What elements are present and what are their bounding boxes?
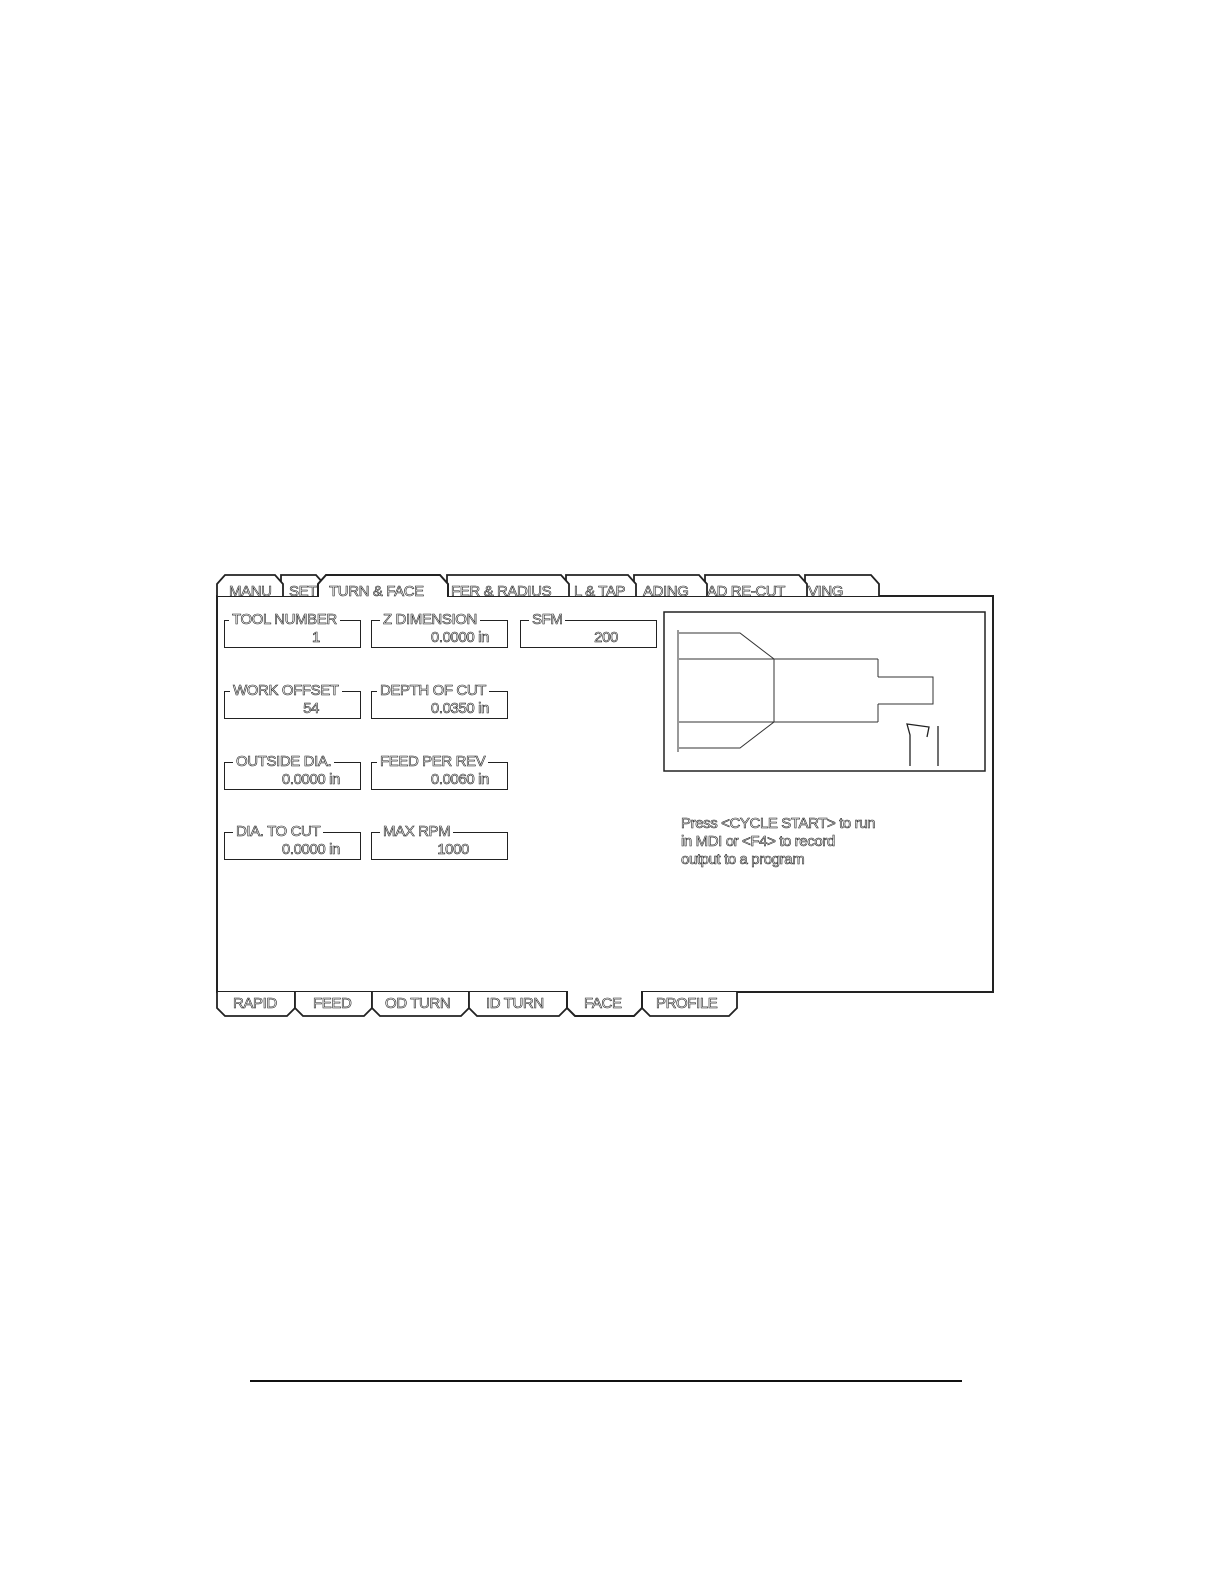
tab-profile[interactable]: PROFILE <box>656 995 718 1012</box>
tab-id-turn[interactable]: ID TURN <box>486 995 544 1012</box>
main-panel-frame <box>217 596 993 992</box>
tool-number-label: TOOL NUMBER <box>229 612 340 628</box>
max-rpm-value: 1000 <box>437 841 469 858</box>
tab-thread-recut[interactable]: AD RE-CUT <box>707 583 786 600</box>
feed-per-rev-label: FEED PER REV <box>377 754 488 770</box>
tab-turn-and-face[interactable]: TURN & FACE <box>329 583 424 600</box>
sfm-label: SFM <box>529 612 565 628</box>
instruction-line-3: output to a program <box>681 851 805 868</box>
depth-of-cut-label: DEPTH OF CUT <box>377 683 489 699</box>
tab-rapid[interactable]: RAPID <box>233 995 277 1012</box>
tab-manual[interactable]: MANU <box>229 583 272 600</box>
depth-of-cut-value: 0.0350 in <box>430 700 489 717</box>
dia-to-cut-label: DIA. TO CUT <box>233 824 323 840</box>
diagram-frame <box>664 612 985 771</box>
z-dimension-value: 0.0000 in <box>430 629 489 646</box>
tool-number-value: 1 <box>312 629 320 646</box>
tab-setup[interactable]: SET <box>289 583 317 600</box>
sfm-value: 200 <box>594 629 618 646</box>
tab-grooving[interactable]: VING <box>808 583 844 600</box>
outside-dia-value: 0.0000 in <box>281 771 340 788</box>
tab-chamfer-and-radius[interactable]: FER & RADIUS <box>451 583 552 600</box>
tab-od-turn[interactable]: OD TURN <box>385 995 451 1012</box>
instruction-line-1: Press <CYCLE START> to run <box>681 815 876 832</box>
feed-per-rev-value: 0.0060 in <box>430 771 489 788</box>
tab-threading[interactable]: ADING <box>643 583 689 600</box>
tab-drill-and-tap[interactable]: L & TAP <box>574 583 626 600</box>
z-dimension-label: Z DIMENSION <box>380 612 480 628</box>
instruction-line-2: in MDI or <F4> to record <box>681 833 835 850</box>
cutting-tool-icon <box>907 724 938 766</box>
tab-face[interactable]: FACE <box>584 995 622 1012</box>
work-offset-value: 54 <box>303 700 319 717</box>
dia-to-cut-value: 0.0000 in <box>281 841 340 858</box>
tab-feed[interactable]: FEED <box>313 995 352 1012</box>
work-offset-label: WORK OFFSET <box>230 683 342 699</box>
part-diagram <box>678 630 933 752</box>
max-rpm-label: MAX RPM <box>380 824 453 840</box>
outside-dia-label: OUTSIDE DIA. <box>233 754 334 770</box>
